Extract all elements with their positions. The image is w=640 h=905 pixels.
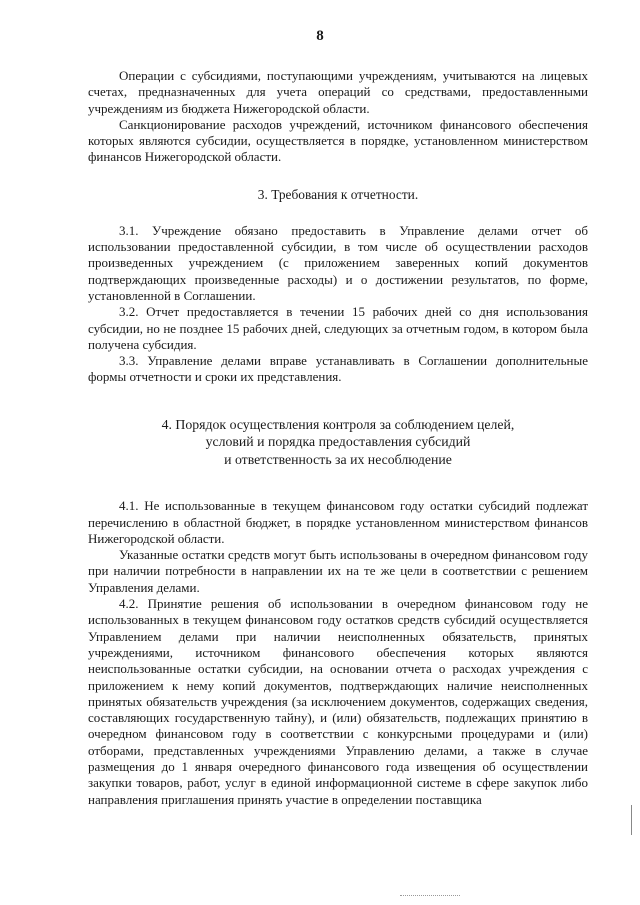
paragraph-4-2: 4.2. Принятие решения об использовании в очередном финансовом году не использованных в текущем финансовом году остатков средств субсидий осуществляется Управлением делами при наличии неисполненных обязательств, принятых учреждениями, источником финансового обеспечения которых являются неиспользованные остатки субсидии, на основании отчета о расходах учреждения с приложением к нему копий документов, подтверждающих наличие неисполненных принятых обязательств учреждения (за исключением документов, содержащих сведения, составляющих государственную тайну), и (или) обязательств, подлежащих принятию в очередном финансовом году в соответствии с конкурсными процедурами и (или) отборами, представленных учреждениями Управлению делами, а также в случае размещения до 1 января очередного финансового года извещения об осуществлении закупки товаров, работ, услуг в единой информационной системе в сфере закупок либо направления приглашения принять участие в определении поставщика [88,596,588,807]
document-body [88,68,588,808]
page-number: 8 [316,28,324,44]
paragraph-subsidy-accounting: Операции с субсидиями, поступающими учреждениям, учитываются на лицевых счетах, предназначенных для учета операций со средствами, предоставленными учреждениям из бюджета Нижегородской области. [88,68,588,116]
paragraph-3-3: 3.3. Управление делами вправе устанавливать в Соглашении дополнительные формы отчетности и сроки их представления. [88,353,588,385]
scan-bottom-artifact [400,895,460,897]
paragraph-4-1: 4.1. Не использованные в текущем финансовом году остатки субсидий подлежат перечислению в областной бюджет, в порядке установленном министерством финансов Нижегородской области. [88,498,588,546]
paragraph-expense-authorization: Санкционирование расходов учреждений, источником финансового обеспечения которых являются субсидии, осуществляется в порядке, установленном министерством финансов Нижегородской области. [88,116,588,165]
section-4-heading-line-1: 4. Порядок осуществления контроля за соблюдением целей, [161,416,515,432]
section-4-heading-line-2: условий и порядка предоставления субсидий [205,434,471,450]
paragraph-3-2: 3.2. Отчет предоставляется в течении 15 рабочих дней со дня использования субсидии, но не позднее 15 рабочих дней, следующих за отчетным годом, в котором была получена субсидия. [88,304,588,352]
scan-edge-mark [631,805,632,835]
paragraph-4-1-remainder: Указанные остатки средств могут быть использованы в очередном финансовом году при наличии потребности в направлении их на те же цели в соответствии с решением Управления делами. [88,547,588,595]
section-4-heading-line-3: и ответственность за их несоблюдение [224,451,452,467]
section-3-heading: 3. Требования к отчетности. [257,186,419,202]
paragraph-3-1: 3.1. Учреждение обязано предоставить в Управление делами отчет об использовании предоставленной субсидии, в том числе об осуществлении расходов произведенных учреждением (с приложением заверенных копий документов подтверждающих произведенные расходы) и о достижении результатов, по форме, установленной в Соглашении. [88,222,588,303]
